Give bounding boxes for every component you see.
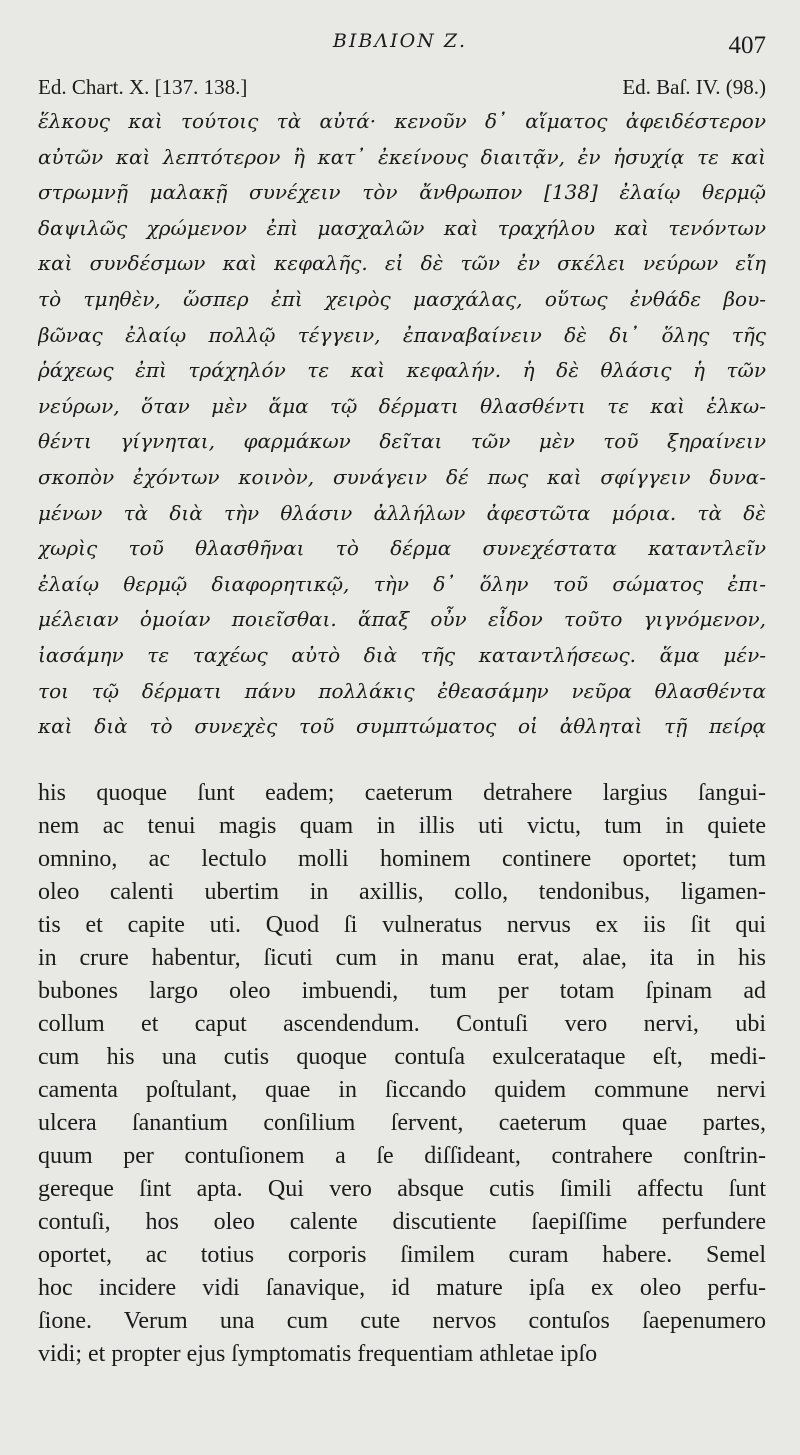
- edition-reference-right: Ed. Baſ. IV. (98.): [622, 75, 766, 99]
- latin-line: tis et capite uti. Quod ſi vulneratus nervus ex iis ſit qui: [38, 912, 766, 938]
- greek-line: ἰασάμην τε ταχέως αὐτὸ διὰ τῆς καταντλήσεως. ἅμα μέν-: [38, 642, 766, 667]
- greek-line: χωρὶς τοῦ θλασθῆναι τὸ δέρμα συνεχέστατα καταντλεῖν: [38, 536, 766, 561]
- greek-line: τὸ τμηθὲν, ὥσπερ ἐπὶ χειρὸς μασχάλας, οὕτως ἐνθάδε βου-: [38, 286, 766, 311]
- latin-line: ſione. Verum una cum cute nervos contuſos ſaepenumero: [38, 1308, 766, 1334]
- greek-line: σκοπὸν ἐχόντων κοινὸν, συνάγειν δέ πως καὶ σφίγγειν δυνα-: [38, 464, 766, 489]
- latin-line: bubones largo oleo imbuendi, tum per totam ſpinam ad: [38, 978, 766, 1004]
- greek-line: τοι τῷ δέρματι πάνυ πολλάκις ἐθεασάμην νεῦρα θλασθέντα: [38, 678, 766, 703]
- latin-line: in crure habentur, ſicuti cum in manu erat, alae, ita in his: [38, 945, 766, 971]
- latin-line: quum per contuſionem a ſe diſſideant, contrahere conſtrin-: [38, 1143, 766, 1169]
- latin-line: cum his una cutis quoque contuſa exulcerataque eſt, medi-: [38, 1044, 766, 1070]
- latin-line: his quoque ſunt eadem; caeterum detrahere largius ſangui-: [38, 780, 766, 806]
- latin-line: omnino, ac lectulo molli hominem continere oportet; tum: [38, 846, 766, 872]
- greek-line: νεύρων, ὅταν μὲν ἅμα τῷ δέρματι θλασθέντι τε καὶ ἑλκω-: [38, 393, 766, 418]
- greek-line: μέλειαν ὁμοίαν ποιεῖσθαι. ἅπαξ οὖν εἶδον τοῦτο γιγνόμενον,: [38, 607, 766, 632]
- latin-line: gereque ſint apta. Qui vero absque cutis ſimili affectu ſunt: [38, 1176, 766, 1202]
- edition-reference-line: [38, 75, 766, 100]
- latin-line: oportet, ac totius corporis ſimilem curam habere. Semel: [38, 1242, 766, 1268]
- greek-line: δαψιλῶς χρώμενον ἐπὶ μασχαλῶν καὶ τραχήλου καὶ τενόντων: [38, 215, 766, 240]
- greek-line: ἐλαίῳ θερμῷ διαφορητικῷ, τὴν δ᾽ ὅλην τοῦ σώματος ἐπι-: [38, 571, 766, 596]
- greek-line: ἕλκους καὶ τούτοις τὰ αὐτά· κενοῦν δ᾽ αἵματος ἀφειδέστερον: [38, 109, 766, 133]
- greek-line: θέντι γίγνηται, φαρμάκων δεῖται τῶν μὲν τοῦ ξηραίνειν: [38, 429, 766, 454]
- greek-line: ῥάχεως ἐπὶ τράχηλόν τε καὶ κεφαλήν. ἡ δὲ θλάσις ἡ τῶν: [38, 358, 766, 383]
- edition-reference-left: Ed. Chart. X. [137. 138.]: [38, 75, 248, 99]
- latin-line: camenta poſtulant, quae in ſiccando quidem commune nervi: [38, 1077, 766, 1103]
- running-title: BIBΛΙΟΝ Ζ.: [332, 30, 468, 52]
- latin-line: nem ac tenui magis quam in illis uti victu, tum in quiete: [38, 813, 766, 839]
- greek-line: στρωμνῇ μαλακῇ συνέχειν τὸν ἄνθρωπον [138] ἐλαίῳ θερμῷ: [38, 180, 766, 205]
- latin-line: contuſi, hos oleo calente discutiente ſaepiſſime perfundere: [38, 1209, 766, 1235]
- page-number: 407: [728, 32, 766, 59]
- latin-line: collum et caput ascendendum. Contuſi vero nervi, ubi: [38, 1011, 766, 1037]
- greek-text-block: [38, 104, 766, 745]
- greek-line: μένων τὰ διὰ τὴν θλάσιν ἀλλήλων ἀφεστῶτα μόρια. τὰ δὲ: [38, 500, 766, 525]
- latin-line: hoc incidere vidi ſanavique, id mature ipſa ex oleo perfu-: [38, 1275, 766, 1301]
- greek-line: αὐτῶν καὶ λεπτότερον ἢ κατ᾽ ἐκείνους διαιτᾷν, ἐν ἡσυχίᾳ τε καὶ: [38, 144, 766, 169]
- greek-line: καὶ διὰ τὸ συνεχὲς τοῦ συμπτώματος οἱ ἀθληταὶ τῇ πείρᾳ: [38, 714, 766, 739]
- greek-line: βῶνας ἐλαίῳ πολλῷ τέγγειν, ἐπαναβαίνειν δὲ δι᾽ ὅλης τῆς: [38, 322, 766, 347]
- latin-text-block: [38, 777, 766, 1371]
- latin-line: oleo calenti ubertim in axillis, collo, tendonibus, ligamen-: [38, 879, 766, 905]
- latin-line: ulcera ſanantium conſilium ſervent, caeterum quae partes,: [38, 1110, 766, 1136]
- latin-line: vidi; et propter ejus ſymptomatis frequentiam athletae ipſo: [38, 1341, 598, 1367]
- greek-line: καὶ συνδέσμων καὶ κεφαλῆς. εἰ δὲ τῶν ἐν σκέλει νεύρων εἴη: [38, 251, 766, 276]
